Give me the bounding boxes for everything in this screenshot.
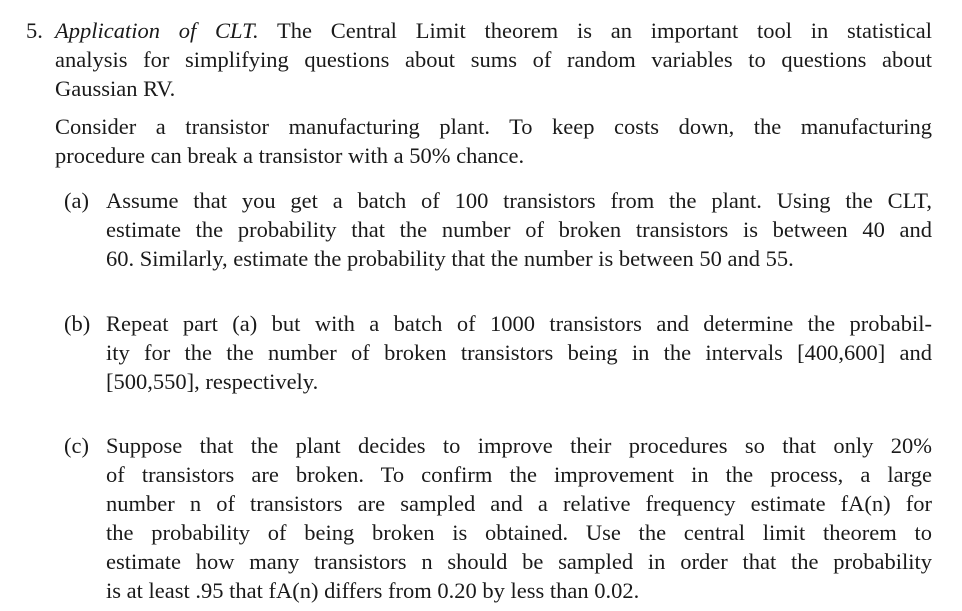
part-c-line-5: estimate how many transistors n should be sampled in order that the probability xyxy=(106,549,932,574)
part-c-line-4: the probability of being broken is obtained. Use the central limit theorem to xyxy=(106,520,932,545)
part-b-line-3: [500,550], respectively. xyxy=(106,369,319,394)
part-c-line-3: number n of transistors are sampled and a relative frequency estimate fA(n) for xyxy=(106,491,932,516)
part-c-line-1: Suppose that the plant decides to improve their procedures so that only 20% xyxy=(106,433,932,458)
part-a-line-3: 60. Similarly, estimate the probability that the number is between 50 and 55. xyxy=(106,246,794,271)
part-c-label: (c) xyxy=(64,433,89,458)
intro-line-1: Application of CLT. The Central Limit theorem is an important tool in statistical xyxy=(55,18,933,43)
part-c-line-2: of transistors are broken. To confirm the improvement in the process, a large xyxy=(106,462,932,487)
problem-number: 5. xyxy=(26,18,43,43)
problem-title: Application of CLT. xyxy=(55,18,259,43)
part-a-line-2: estimate the probability that the number of broken transistors is between 40 and xyxy=(106,217,932,242)
context-line-1: Consider a transistor manufacturing plant. To keep costs down, the manufacturing xyxy=(55,114,932,139)
context-line-2: procedure can break a transistor with a 50% chance. xyxy=(55,143,525,168)
intro-line-3: Gaussian RV. xyxy=(55,76,176,101)
part-a-label: (a) xyxy=(64,188,89,213)
part-c-line-6: is at least .95 that fA(n) differs from 0.20 by less than 0.02. xyxy=(106,578,640,603)
part-a-line-1: Assume that you get a batch of 100 transistors from the plant. Using the CLT, xyxy=(106,188,932,213)
part-b-line-1: Repeat part (a) but with a batch of 1000 transistors and determine the probabil- xyxy=(106,311,932,336)
part-b-line-2: ity for the the number of broken transistors being in the intervals [400,600] and xyxy=(106,340,932,365)
part-b-label: (b) xyxy=(64,311,91,336)
intro-line-2: analysis for simplifying questions about sums of random variables to questions about xyxy=(55,47,932,72)
